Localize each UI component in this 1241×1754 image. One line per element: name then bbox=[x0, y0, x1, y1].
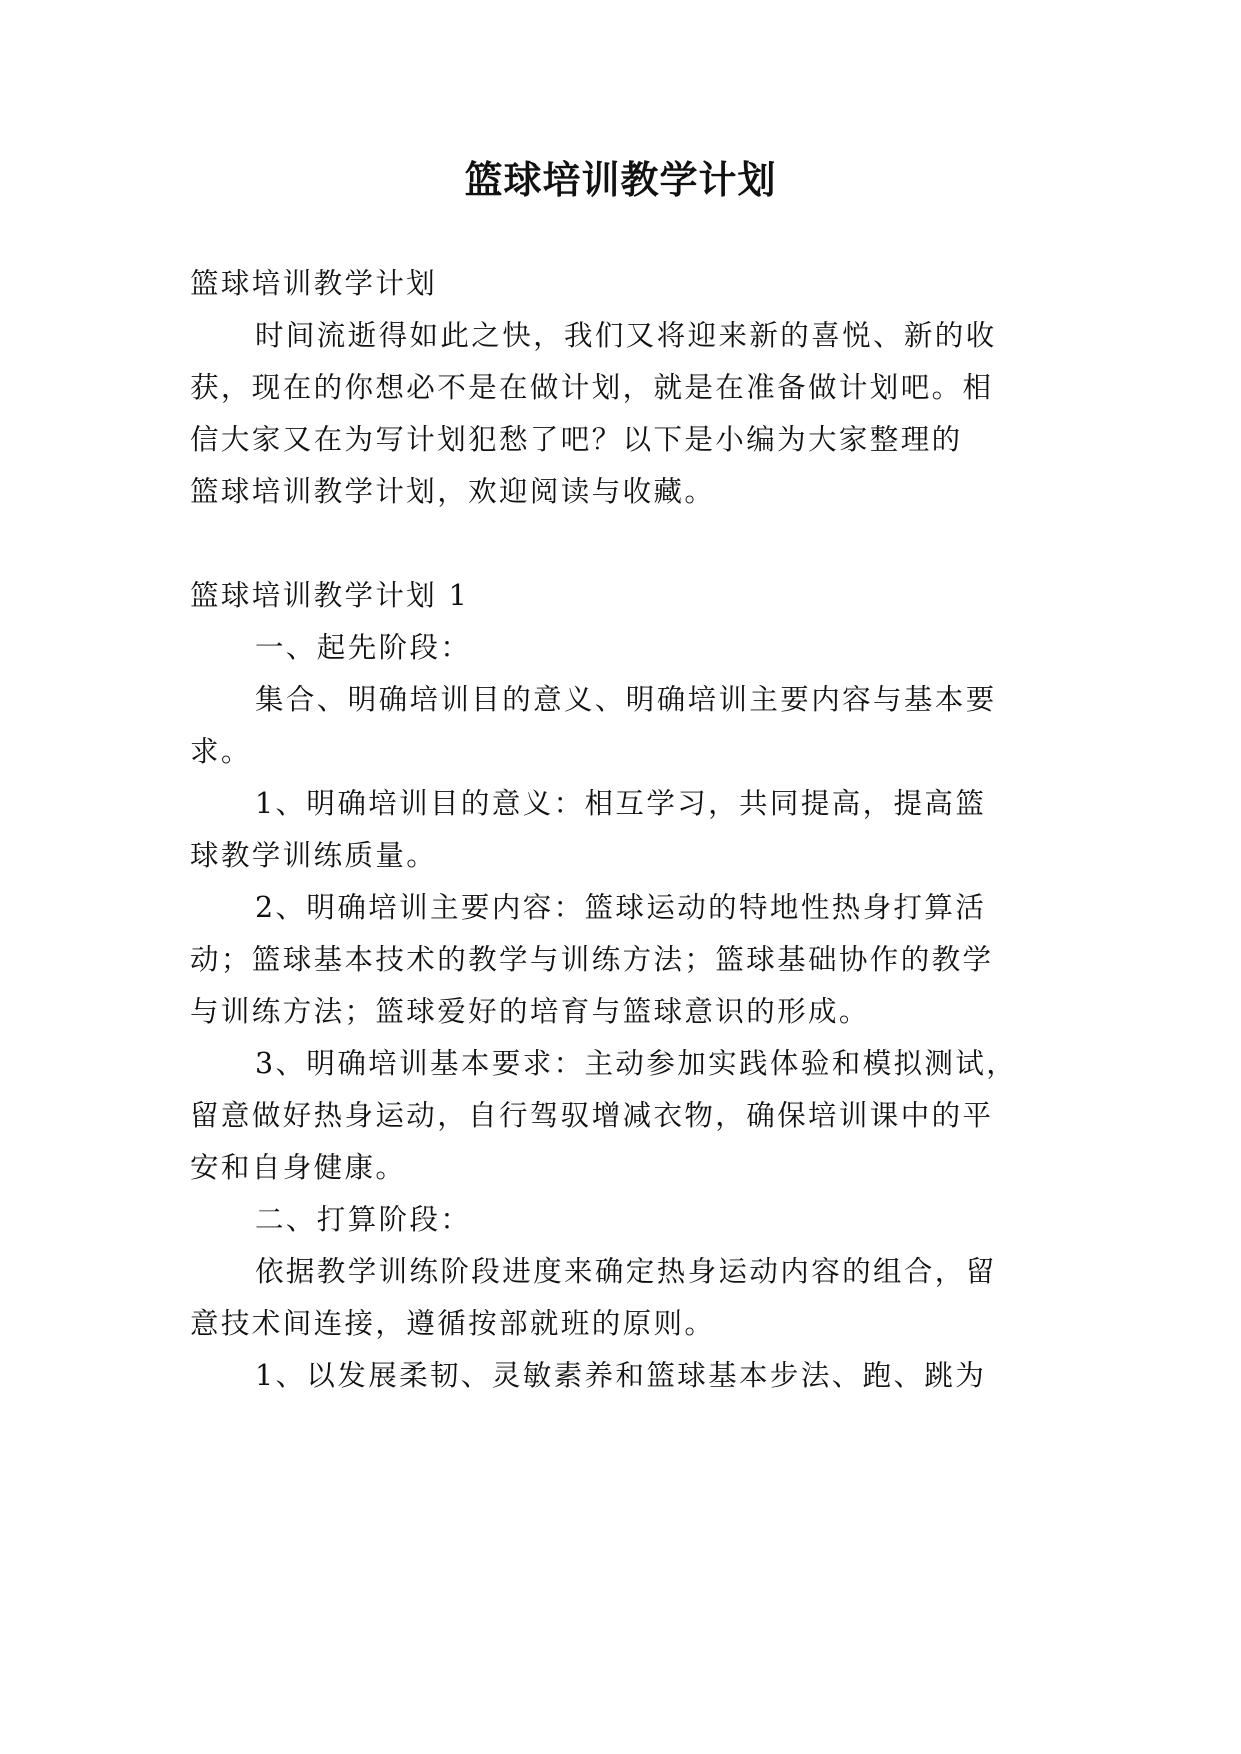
stage-heading: 二、打算阶段： bbox=[255, 1203, 472, 1236]
intro-paragraph-line: 信大家又在为写计划犯愁了吧？以下是小编为大家整理的 bbox=[190, 423, 963, 456]
section-heading: 篮球培训教学计划 1 bbox=[190, 579, 470, 612]
paragraph-line: 1、以发展柔韧、灵敏素养和篮球基本步法、跑、跳为 bbox=[255, 1359, 987, 1392]
paragraph-line: 集合、明确培训目的意义、明确培训主要内容与基本要 bbox=[255, 683, 997, 716]
intro-paragraph-line: 篮球培训教学计划，欢迎阅读与收藏。 bbox=[190, 475, 716, 508]
paragraph-line: 1、明确培训目的意义：相互学习，共同提高，提高篮 bbox=[255, 787, 987, 820]
paragraph-line: 留意做好热身运动，自行驾驭增减衣物，确保培训课中的平 bbox=[190, 1099, 994, 1132]
paragraph-line: 安和自身健康。 bbox=[190, 1151, 407, 1184]
intro-heading: 篮球培训教学计划 bbox=[190, 267, 438, 300]
paragraph-line: 2、明确培训主要内容：篮球运动的特地性热身打算活 bbox=[255, 891, 987, 924]
intro-paragraph-line: 获，现在的你想必不是在做计划，就是在准备做计划吧。相 bbox=[190, 371, 994, 404]
stage-heading: 一、起先阶段： bbox=[255, 631, 472, 664]
paragraph-line: 球教学训练质量。 bbox=[190, 839, 438, 872]
paragraph-line: 求。 bbox=[190, 735, 252, 768]
paragraph-line: 动；篮球基本技术的教学与训练方法；篮球基础协作的教学 bbox=[190, 943, 994, 976]
paragraph-line: 与训练方法；篮球爱好的培育与篮球意识的形成。 bbox=[190, 995, 870, 1028]
intro-paragraph-line: 时间流逝得如此之快，我们又将迎来新的喜悦、新的收 bbox=[255, 319, 997, 352]
document-title: 篮球培训教学计划 bbox=[464, 157, 777, 202]
paragraph-line: 依据教学训练阶段进度来确定热身运动内容的组合，留 bbox=[255, 1255, 997, 1288]
paragraph-line: 3、明确培训基本要求：主动参加实践体验和模拟测试， bbox=[255, 1047, 1018, 1080]
paragraph-line: 意技术间连接，遵循按部就班的原则。 bbox=[190, 1307, 716, 1340]
